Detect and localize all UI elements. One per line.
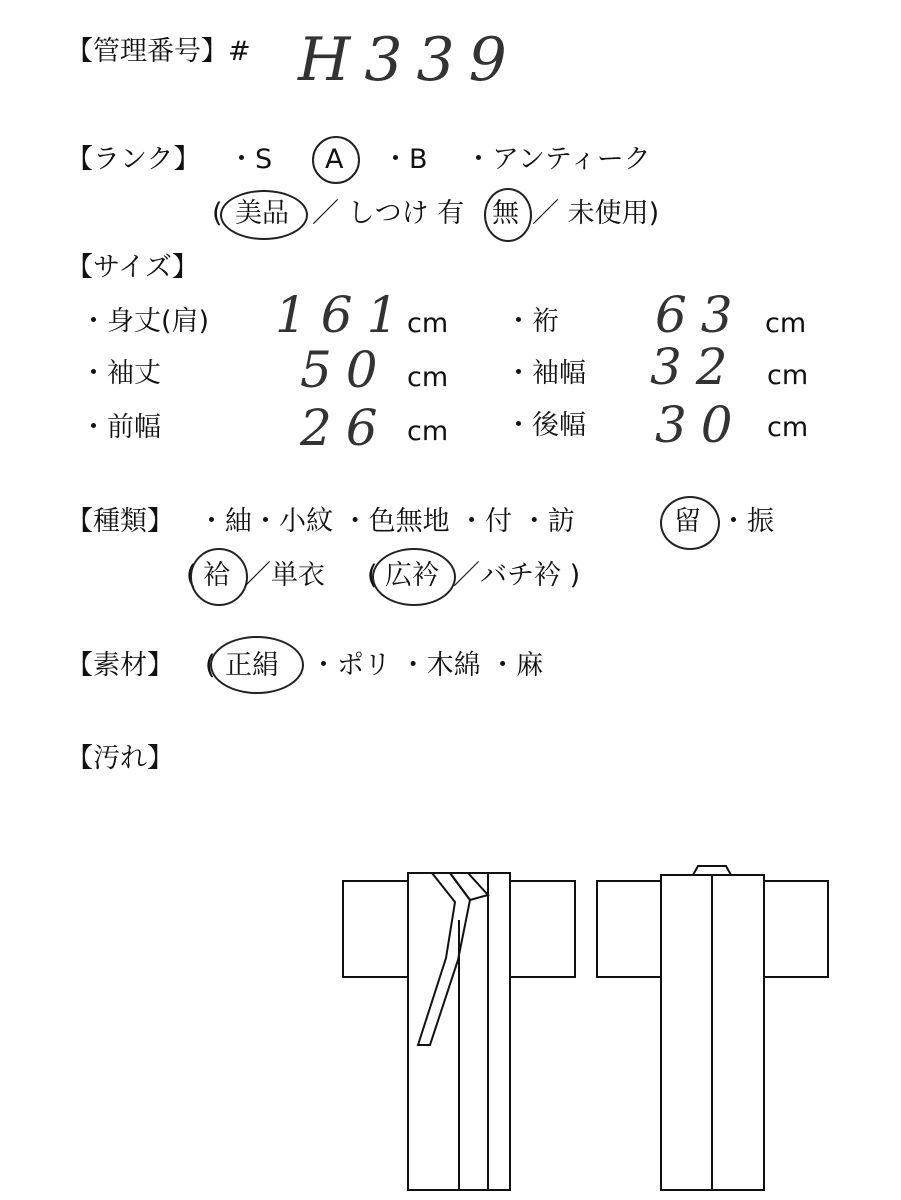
kind-hiroeri: 広衿 (385, 560, 439, 591)
kind-tomesode: 留 (674, 506, 701, 537)
size-row1-left-unit: cm (407, 308, 449, 339)
back-right-sleeve (764, 881, 828, 977)
size-row2-left-value: 50 (300, 341, 392, 399)
size-row3-right-unit: cm (767, 412, 809, 443)
rank-label: 【ランク】 (66, 144, 201, 175)
stain-label: 【汚れ】 (66, 743, 174, 774)
size-row3-left-value: 26 (300, 399, 392, 457)
kimono-back-diagram (597, 866, 828, 1190)
size-row1-right-unit: cm (765, 308, 807, 339)
material-open-paren: ( (205, 650, 216, 681)
size-row1-left-value: 161 (275, 286, 413, 344)
size-row2-left-unit: cm (407, 362, 449, 393)
size-row2-right-label: ・袖幅 (505, 358, 586, 389)
material-silk: 正絹 (225, 650, 279, 681)
kind-hitoe: ／単衣 (244, 560, 325, 591)
size-label: 【サイズ】 (66, 252, 199, 283)
size-row3-left-unit: cm (407, 416, 449, 447)
rank-unused: ／ 未使用) (532, 198, 660, 229)
size-row3-left-label: ・前幅 (80, 412, 161, 443)
size-row2-left-label: ・袖丈 (80, 358, 161, 389)
front-right-sleeve (510, 881, 575, 977)
kind-furisode: ・振 (720, 506, 774, 537)
kind-open-paren-2: ( (367, 560, 378, 591)
front-collar (418, 873, 470, 1045)
rank-option-b: ・B (382, 144, 428, 175)
rank-none: 無 (492, 198, 519, 229)
kind-label: 【種類】 (66, 506, 174, 537)
management-number-value: H339 (298, 25, 521, 95)
rank-option-antique: ・アンティーク (465, 144, 651, 175)
size-row3-right-label: ・後幅 (505, 410, 586, 441)
size-row3-right-value: 30 (655, 396, 747, 454)
kind-bachieri: ／バチ衿 ) (453, 560, 581, 591)
rank-open-paren: ( (212, 198, 223, 229)
management-number-label: 【管理番号】# (66, 36, 251, 67)
material-label: 【素材】 (66, 650, 174, 681)
kind-open-paren: ( (186, 560, 197, 591)
back-collar (693, 866, 731, 875)
size-row2-right-unit: cm (767, 360, 809, 391)
kind-options: ・紬・小紋 ・色無地 ・付 ・訪 (198, 506, 575, 537)
kind-awase: 袷 (203, 560, 230, 591)
rank-option-a: A (325, 144, 344, 175)
rank-shitsuke: ／ しつけ 有 (312, 198, 465, 229)
size-row1-right-value: 63 (655, 286, 747, 344)
size-row1-right-label: ・裄 (505, 306, 559, 337)
rank-option-s: ・S (228, 144, 273, 175)
material-others: ・ポリ ・木綿 ・麻 (310, 650, 544, 681)
front-left-sleeve (343, 881, 408, 977)
size-row2-right-value: 32 (650, 338, 742, 396)
size-row1-left-label: ・身丈(肩) (80, 306, 210, 337)
back-left-sleeve (597, 881, 661, 977)
kimono-front-diagram (343, 873, 575, 1190)
rank-good-condition: 美品 (235, 198, 289, 229)
